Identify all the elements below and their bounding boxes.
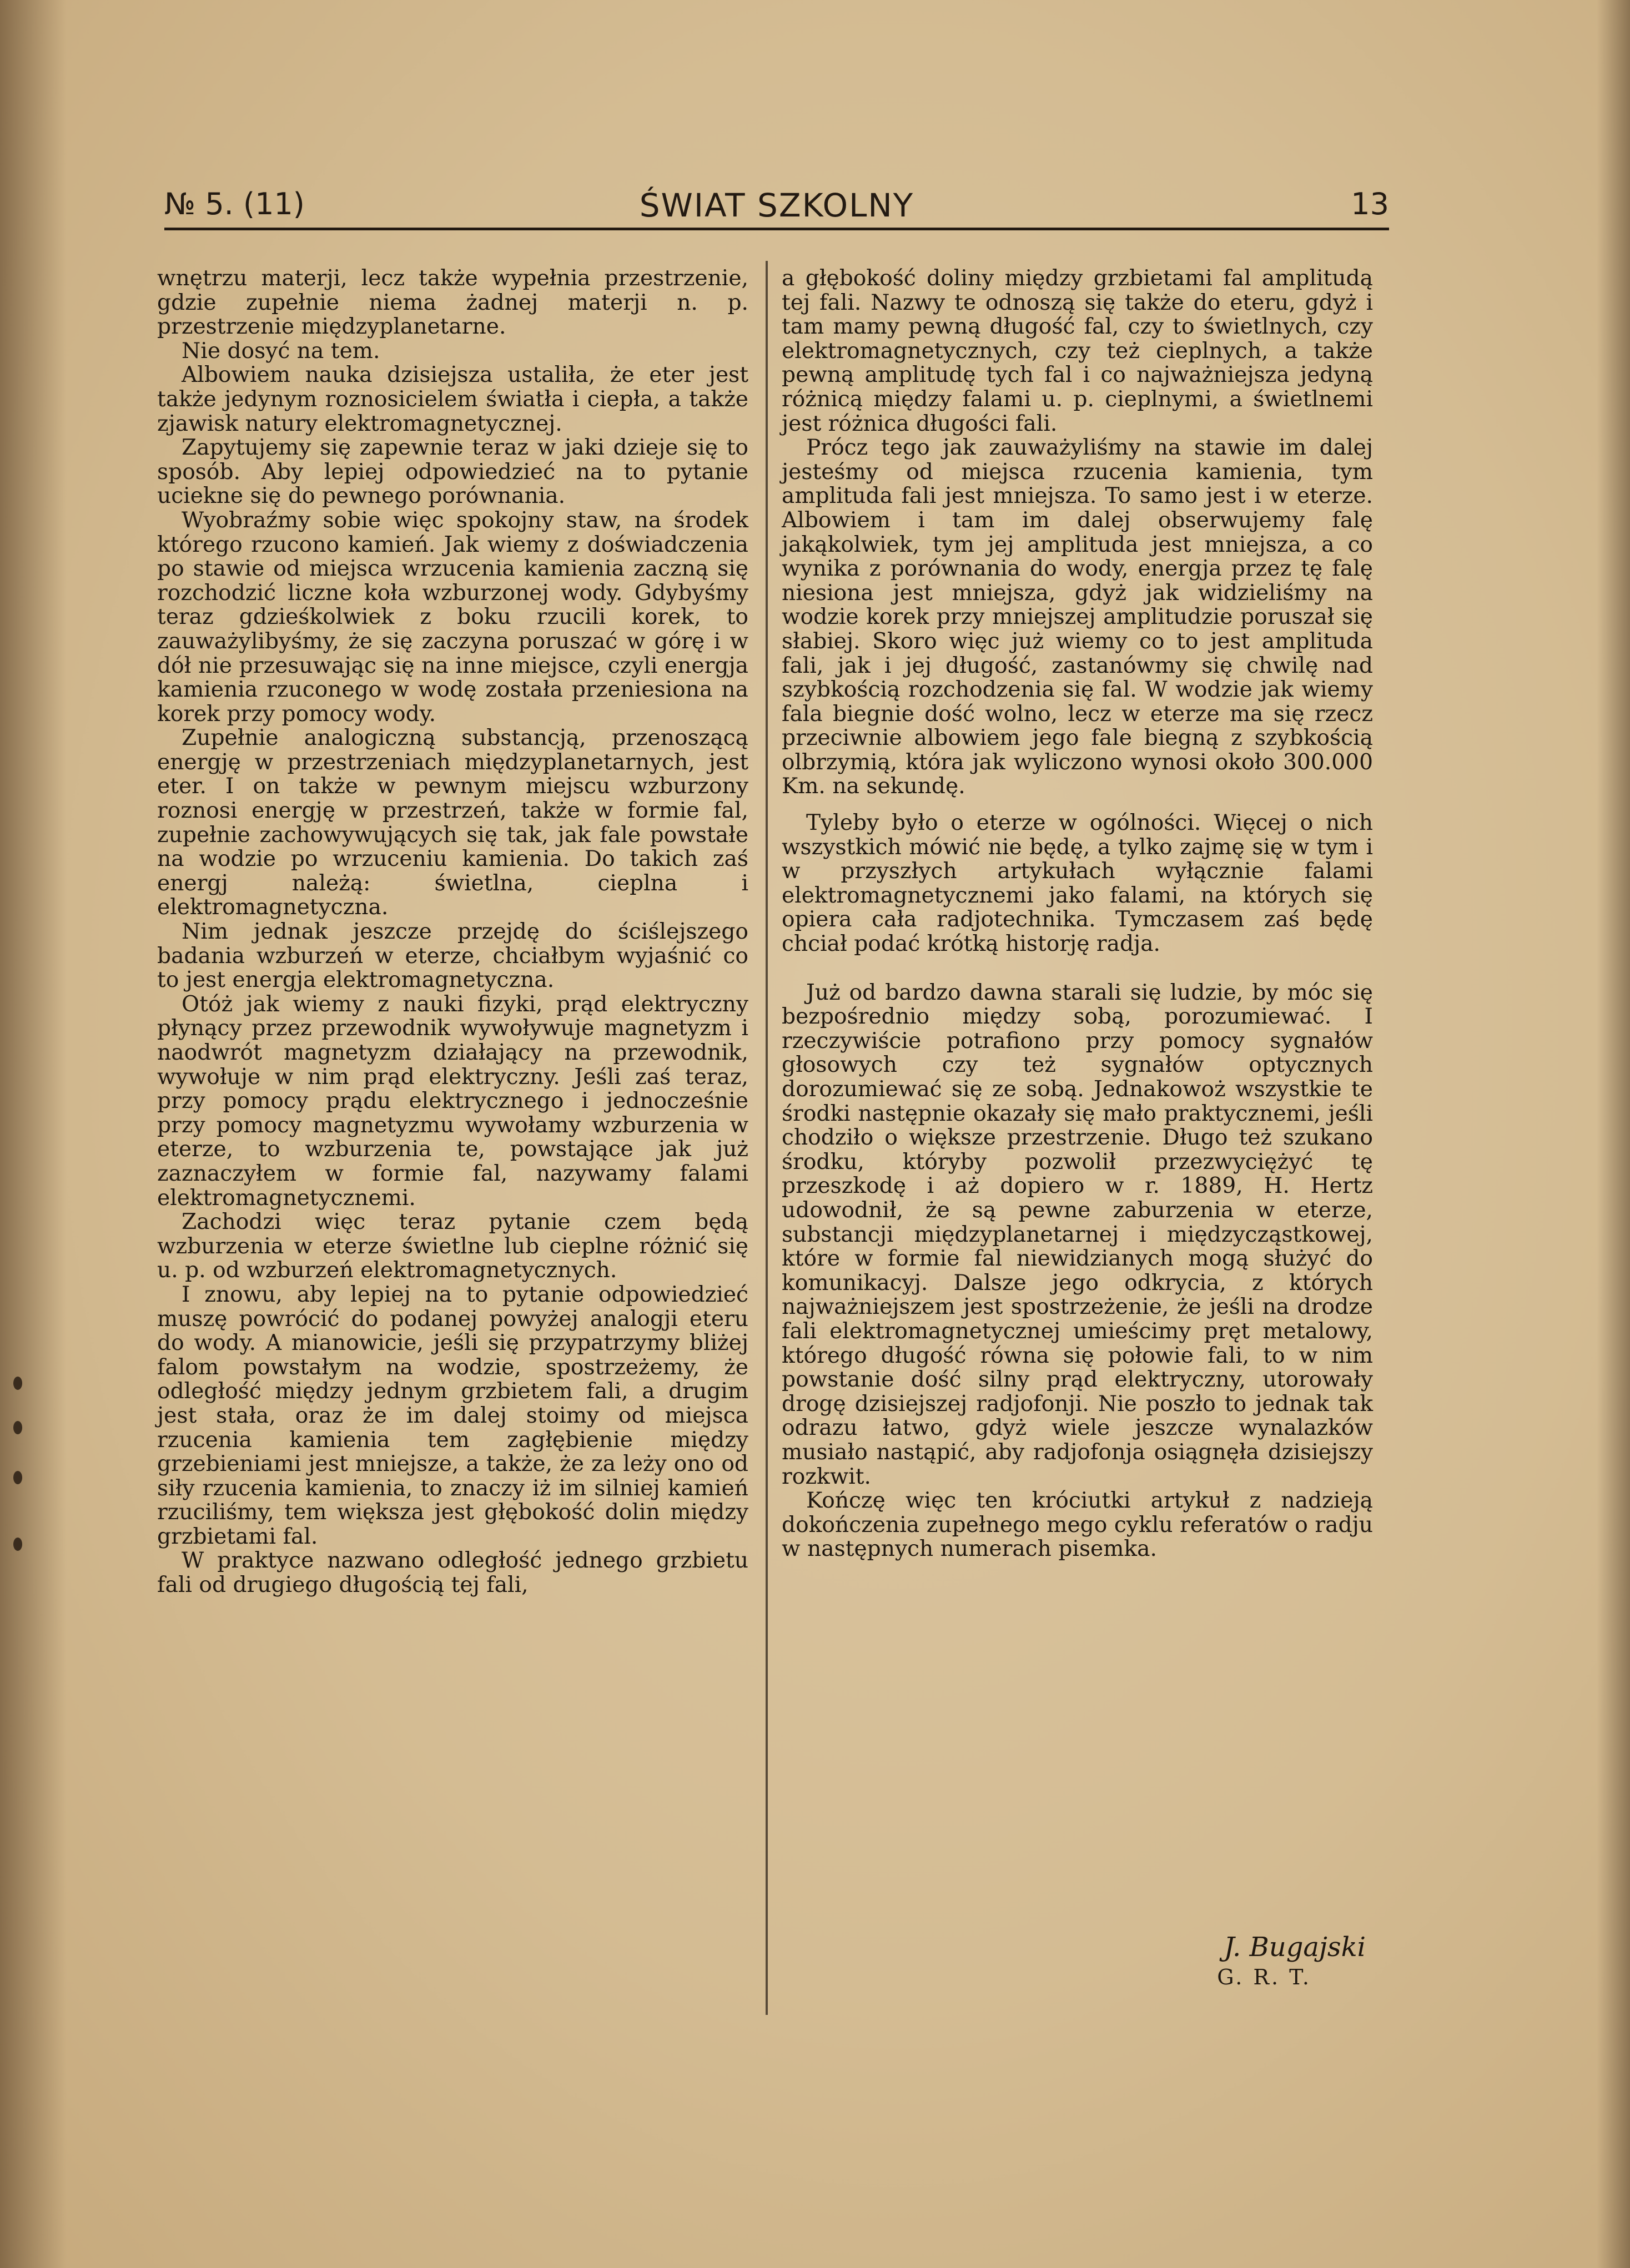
binding-shadow [0,0,67,2268]
paragraph: Zachodzi więc teraz pytanie czem będą wzburzenia w eterze świetlne lub cieplne różnić się u. p. od wzburzeń elektromagnetycznych. [157,1209,748,1283]
magazine-title: ŚWIAT SZKOLNY [639,187,914,224]
author-signature: J. Bugajski [1224,1932,1366,1963]
paragraph: Tyleby było o eterze w ogólności. Więcej o nich wszystkich mówić nie będę, a tylko zajmę się w tym i w przyszłych artykułach wyłącznie falami elektromagnetycznemi jako falami, na których się opiera cała radjotechnika. Tymczasem zaś będę chciał podać krótką historję radja. [782,810,1373,957]
paragraph: a głębokość doliny między grzbietami fal amplitudą tej fali. Nazwy te odnoszą się także do eteru, gdyż i tam mamy pewną długość fal, czy to świetlnych, czy elektromagnetycznych, czy też cieplnych, a także pewną amplitudę tych fal i co najważniejsza jedyną różnicą między falami u. p. cieplnymi, a świetlnemi jest różnica długości fali. [782,266,1373,436]
binding-hole [13,1538,22,1551]
paragraph: Prócz tego jak zauważyliśmy na stawie im dalej jesteśmy od miejsca rzucenia kamienia, tym amplituda fali jest mniejsza. To samo jest i w eterze. Albowiem i tam im dalej obserwujemy falę jakąkolwiek, tym jej amplituda jest mniejsza, a co wynika z porównania do wody, energja przez tę falę niesiona jest mniejsza, gdyż jak widzieliśmy na wodzie korek przy mniejszej amplitudzie poruszał się słabiej. Skoro więc już wiemy co to jest amplituda fali, jak i jej długość, zastanówmy się chwilę nad szybkością rozchodzenia się fal. W wodzie jak wiemy fala biegnie dość wolno, lecz w eterze ma się rzecz przeciwnie albowiem jego fale biegną z szybkością olbrzymią, która jak wyliczono wynosi około 300.000 Km. na sekundę. [782,435,1373,799]
paragraph: Zupełnie analogiczną substancją, przenoszącą energję w przestrzeniach międzyplanetarnych, jest eter. I on także w pewnym miejscu wzburzony roznosi energję w przestrzeń, także w formie fal, zupełnie zachowywujących się tak, jak fale powstałe na wodzie po wrzuceniu kamienia. Do takich zaś energj należą: świetlna, cieplna i elektromagnetyczna. [157,725,748,920]
page-edge-shadow [1597,0,1630,2268]
binding-hole [13,1377,22,1390]
paragraph: Kończę więc ten króciutki artykuł z nadzieją dokończenia zupełnego mego cyklu referatów o radju w następnych numerach pisemka. [782,1488,1373,1562]
binding-hole [13,1421,22,1434]
author-affiliation: G. R. T. [1217,1965,1311,1989]
paragraph: Zapytujemy się zapewnie teraz w jaki dzieje się to sposób. Aby lepiej odpowiedzieć na to pytanie uciekne się do pewnego porównania. [157,435,748,509]
paragraph: Wyobraźmy sobie więc spokojny staw, na środek którego rzucono kamień. Jak wiemy z doświadczenia po stawie od miejsca wrzucenia kamienia zaczną się rozchodzić liczne koła wzburzonej wody. Gdybyśmy teraz gdzieśkolwiek z boku rzucili korek, to zauważylibyśmy, że się zaczyna poruszać w górę i w dół nie przesuwając się na inne miejsce, czyli energja kamienia rzuconego w wodę została przeniesiona na korek przy pomocy wody. [157,507,748,727]
article-column-left [157,266,748,1597]
binding-hole [13,1471,22,1484]
paragraph: I znowu, aby lepiej na to pytanie odpowiedzieć muszę powrócić do podanej powyżej analogji eteru do wody. A mianowicie, jeśli się przypatrzymy bliżej falom powstałym na wodzie, spostrzeżemy, że odległość między jednym grzbietem fali, a drugim jest stała, oraz że im dalej stoimy od miejsca rzucenia kamienia tem zagłębienie między grzebieniami jest mniejsze, a także, że za leży ono od siły rzucenia kamienia, to znaczy iż im silniej kamień rzuciliśmy, tem większa jest głębokość dolin między grzbietami fal. [157,1282,748,1549]
paragraph: wnętrzu materji, lecz także wypełnia przestrzenie, gdzie zupełnie niema żadnej materji n. p. przestrzenie międzyplanetarne. [157,266,748,340]
column-divider [766,261,768,2015]
paragraph: Otóż jak wiemy z nauki fizyki, prąd elektryczny płynący przez przewodnik wywoływuje magnetyzm i naodwrót magnetyzm działający na przewodnik, wywołuje w nim prąd elektryczny. Jeśli zaś teraz, przy pomocy prądu elektrycznego i jednocześnie przy pomocy magnetyzmu wywołamy wzburzenia w eterze, to wzburzenia te, powstające jak już zaznaczyłem w formie fal, nazywamy falami elektromagnetycznemi. [157,991,748,1211]
paragraph: Nie dosyć na tem. [182,338,380,364]
paragraph: Albowiem nauka dzisiejsza ustaliła, że eter jest także jedynym roznosicielem światła i ciepła, a także zjawisk natury elektromagnetycznej. [157,362,748,436]
article-column-right [782,266,1373,1561]
header-rule [164,228,1389,230]
running-header [164,183,1389,225]
paragraph: W praktyce nazwano odległość jednego grzbietu fali od drugiego długością tej fali, [157,1548,748,1598]
paragraph: Nim jednak jeszcze przejdę do ściślejszego badania wzburzeń w eterze, chciałbym wyjaśnić co to jest energja elektromagnetyczna. [157,919,748,993]
paragraph: Już od bardzo dawna starali się ludzie, by móc się bezpośrednio między sobą, porozumiewać. I rzeczywiście potrafiono przy pomocy sygnałów głosowych czy też sygnałów optycznych dorozumiewać się ze sobą. Jednakowoż wszystkie te środki następnie okazały się mało praktycznemi, jeśli chodziło o większe przestrzenie. Długo też szukano środku, któryby pozwolił przezwyciężyć tę przeszkodę i aż dopiero w r. 1889, H. Hertz udowodnił, że są pewne zaburzenia w eterze, substancji międzyplanetarnej i międzycząstkowej, które w formie fal niewidzianych mogą służyć do komunikacyj. Dalsze jego odkrycia, z których najważniejszem jest spostrzeżenie, że jeśli na drodze fali elektromagnetycznej umieścimy pręt metalowy, którego długość równa się połowie fali, to w nim powstanie dość silny prąd elektryczny, utorowały drogę dzisiejszej radjofonji. Nie poszło to jednak tak odrazu łatwo, gdyż wiele jeszcze wynalazków musiało nastąpić, aby radjofonja osiągnęła dzisiejszy rozkwit. [782,980,1373,1489]
issue-number: № 5. (11) [164,187,305,221]
page-number: 13 [1351,187,1389,221]
